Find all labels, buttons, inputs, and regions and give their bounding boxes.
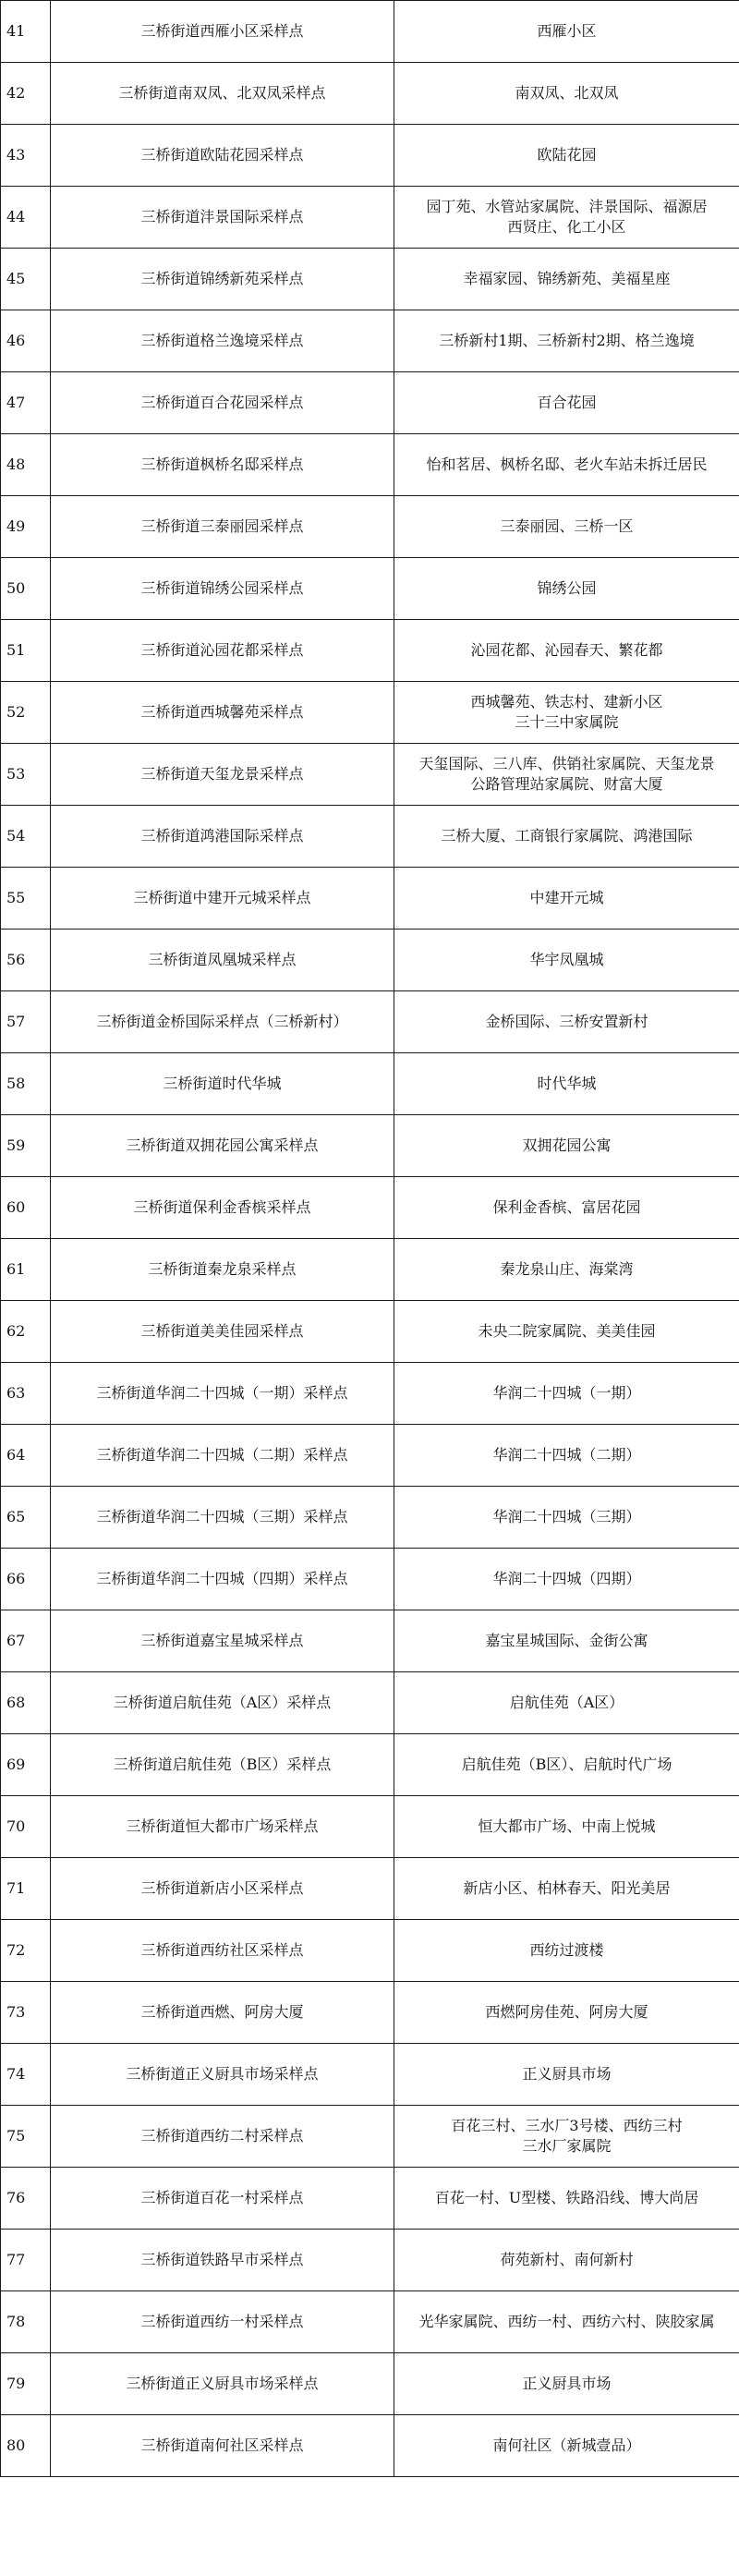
table-row — [1, 682, 739, 744]
covered-area — [394, 2168, 739, 2230]
table-row — [1, 1920, 739, 1982]
row-number: 60 — [1, 1177, 51, 1239]
row-number: 78 — [1, 2291, 51, 2353]
sampling-site-name: 三桥街道华润二十四城（二期）采样点 — [51, 1425, 394, 1487]
covered-area — [394, 2106, 739, 2168]
covered-area-line: 保利金香槟、富居花园 — [492, 1198, 641, 1216]
table-row — [1, 1301, 739, 1363]
row-number: 65 — [1, 1487, 51, 1549]
covered-area — [394, 1858, 739, 1920]
row-number: 56 — [1, 930, 51, 991]
covered-area — [394, 2230, 739, 2291]
sampling-site-name: 三桥街道启航佳苑（A区）采样点 — [51, 1672, 394, 1734]
table-row — [1, 558, 739, 620]
covered-area-line: 新店小区、柏林春天、阳光美居 — [463, 1879, 671, 1897]
covered-area — [394, 868, 739, 930]
table-row — [1, 1858, 739, 1920]
sampling-site-name: 三桥街道枫桥名邸采样点 — [51, 434, 394, 496]
covered-area-line: 园丁苑、水管站家属院、沣景国际、福源居 — [426, 198, 708, 215]
covered-area-line: 启航佳苑（A区） — [509, 1694, 624, 1711]
covered-area — [394, 1363, 739, 1425]
table-row — [1, 187, 739, 249]
table-row — [1, 125, 739, 187]
covered-area — [394, 1672, 739, 1734]
table-row — [1, 620, 739, 682]
covered-area — [394, 372, 739, 434]
covered-area — [394, 1053, 739, 1115]
row-number: 41 — [1, 1, 51, 63]
sampling-site-name: 三桥街道正义厨具市场采样点 — [51, 2353, 394, 2415]
covered-area-line: 光华家属院、西纺一村、西纺六村、陕胶家属 — [418, 2313, 715, 2330]
covered-area — [394, 249, 739, 310]
row-number: 79 — [1, 2353, 51, 2415]
covered-area-line: 南何社区（新城壹品） — [492, 2436, 641, 2454]
sampling-site-name: 三桥街道三泰丽园采样点 — [51, 496, 394, 558]
table-row — [1, 2230, 739, 2291]
covered-area — [394, 1, 739, 63]
sampling-site-name: 三桥街道南何社区采样点 — [51, 2415, 394, 2477]
sampling-site-name: 三桥街道西燃、阿房大厦 — [51, 1982, 394, 2044]
covered-area-line: 幸福家园、锦绣新苑、美福星座 — [463, 270, 671, 287]
covered-area — [394, 1796, 739, 1858]
row-number: 47 — [1, 372, 51, 434]
covered-area-line: 西贤庄、化工小区 — [507, 218, 626, 236]
covered-area — [394, 1425, 739, 1487]
table-row — [1, 2168, 739, 2230]
row-number: 54 — [1, 806, 51, 868]
covered-area-line: 天玺国际、三八库、供销社家属院、天玺龙景 — [418, 755, 715, 772]
covered-area-line: 未央二院家属院、美美佳园 — [478, 1322, 656, 1340]
row-number: 71 — [1, 1858, 51, 1920]
covered-area — [394, 310, 739, 372]
covered-area — [394, 620, 739, 682]
sampling-site-name: 三桥街道欧陆花园采样点 — [51, 125, 394, 187]
sampling-site-name: 三桥街道百合花园采样点 — [51, 372, 394, 434]
row-number: 67 — [1, 1610, 51, 1672]
covered-area-line: 启航佳苑（B区）、启航时代广场 — [461, 1756, 672, 1773]
covered-area — [394, 1982, 739, 2044]
sampling-site-name: 三桥街道新店小区采样点 — [51, 1858, 394, 1920]
covered-area-line: 欧陆花园 — [537, 146, 597, 164]
row-number: 49 — [1, 496, 51, 558]
table-row — [1, 2106, 739, 2168]
table-row — [1, 930, 739, 991]
row-number: 51 — [1, 620, 51, 682]
row-number: 64 — [1, 1425, 51, 1487]
covered-area — [394, 1487, 739, 1549]
covered-area-line: 沁园花都、沁园春天、繁花都 — [470, 641, 663, 659]
table-row — [1, 991, 739, 1053]
covered-area — [394, 744, 739, 806]
sampling-site-name: 三桥街道中建开元城采样点 — [51, 868, 394, 930]
covered-area-line: 三桥大厦、工商银行家属院、鸿港国际 — [441, 827, 693, 844]
table-row — [1, 2291, 739, 2353]
covered-area-line: 三水厂家属院 — [522, 2137, 612, 2155]
sampling-site-name: 三桥街道铁路早市采样点 — [51, 2230, 394, 2291]
covered-area-line: 西城馨苑、铁志村、建新小区 — [470, 693, 663, 711]
covered-area — [394, 2044, 739, 2106]
row-number: 61 — [1, 1239, 51, 1301]
sampling-site-name: 三桥街道保利金香槟采样点 — [51, 1177, 394, 1239]
covered-area — [394, 806, 739, 868]
row-number: 73 — [1, 1982, 51, 2044]
table-row — [1, 806, 739, 868]
covered-area-line: 西纺过渡楼 — [529, 1941, 604, 1959]
covered-area-line: 双拥花园公寓 — [522, 1136, 612, 1154]
sampling-site-name: 三桥街道华润二十四城（三期）采样点 — [51, 1487, 394, 1549]
covered-area-line: 华润二十四城（二期） — [492, 1446, 641, 1464]
covered-area — [394, 1301, 739, 1363]
table-row — [1, 744, 739, 806]
covered-area — [394, 125, 739, 187]
covered-area-line: 三泰丽园、三桥一区 — [500, 517, 634, 535]
sampling-site-name: 三桥街道金桥国际采样点（三桥新村） — [51, 991, 394, 1053]
covered-area-line: 华润二十四城（三期） — [492, 1508, 641, 1525]
covered-area-line: 三桥新村1期、三桥新村2期、格兰逸境 — [439, 332, 695, 349]
sampling-site-name: 三桥街道凤凰城采样点 — [51, 930, 394, 991]
table-body — [1, 1, 739, 2477]
row-number: 70 — [1, 1796, 51, 1858]
table-row — [1, 2044, 739, 2106]
row-number: 74 — [1, 2044, 51, 2106]
table-row — [1, 1363, 739, 1425]
table-row — [1, 1, 739, 63]
covered-area — [394, 930, 739, 991]
row-number: 45 — [1, 249, 51, 310]
table-row — [1, 1177, 739, 1239]
row-number: 66 — [1, 1549, 51, 1610]
covered-area-line: 南双凤、北双凤 — [515, 84, 619, 102]
table-row — [1, 1796, 739, 1858]
table-row — [1, 1610, 739, 1672]
row-number: 53 — [1, 744, 51, 806]
covered-area — [394, 2415, 739, 2477]
sampling-site-name: 三桥街道南双凤、北双凤采样点 — [51, 63, 394, 125]
covered-area — [394, 1734, 739, 1796]
covered-area-line: 西燃阿房佳苑、阿房大厦 — [485, 2003, 648, 2021]
covered-area — [394, 1239, 739, 1301]
sampling-site-name: 三桥街道格兰逸境采样点 — [51, 310, 394, 372]
sampling-site-name: 三桥街道西纺社区采样点 — [51, 1920, 394, 1982]
covered-area — [394, 558, 739, 620]
sampling-site-name: 三桥街道嘉宝星城采样点 — [51, 1610, 394, 1672]
covered-area — [394, 1177, 739, 1239]
covered-area — [394, 187, 739, 249]
row-number: 50 — [1, 558, 51, 620]
covered-area-line: 百合花园 — [537, 394, 597, 411]
covered-area-line: 百花三村、三水厂3号楼、西纺三村 — [451, 2117, 683, 2134]
table-row — [1, 249, 739, 310]
covered-area-line: 中建开元城 — [529, 889, 604, 906]
row-number: 58 — [1, 1053, 51, 1115]
sampling-site-name: 三桥街道沣景国际采样点 — [51, 187, 394, 249]
sampling-site-name: 三桥街道百花一村采样点 — [51, 2168, 394, 2230]
sampling-site-name: 三桥街道西纺一村采样点 — [51, 2291, 394, 2353]
covered-area-line: 正义厨具市场 — [522, 2065, 612, 2083]
sampling-site-name: 三桥街道时代华城 — [51, 1053, 394, 1115]
row-number: 72 — [1, 1920, 51, 1982]
row-number: 48 — [1, 434, 51, 496]
covered-area — [394, 434, 739, 496]
row-number: 59 — [1, 1115, 51, 1177]
covered-area — [394, 1549, 739, 1610]
table-row — [1, 372, 739, 434]
covered-area-line: 华宇凤凰城 — [529, 951, 604, 968]
row-number: 76 — [1, 2168, 51, 2230]
table-row — [1, 1053, 739, 1115]
row-number: 63 — [1, 1363, 51, 1425]
table-row — [1, 310, 739, 372]
row-number: 43 — [1, 125, 51, 187]
row-number: 44 — [1, 187, 51, 249]
covered-area-line: 怡和茗居、枫桥名邸、老火车站未拆迁居民 — [426, 456, 708, 473]
table-row — [1, 1115, 739, 1177]
row-number: 75 — [1, 2106, 51, 2168]
table-row — [1, 496, 739, 558]
table-row — [1, 1549, 739, 1610]
table-row — [1, 1487, 739, 1549]
table-row — [1, 1425, 739, 1487]
covered-area — [394, 682, 739, 744]
covered-area-line: 西雁小区 — [537, 22, 597, 40]
sampling-site-name: 三桥街道天玺龙景采样点 — [51, 744, 394, 806]
row-number: 80 — [1, 2415, 51, 2477]
sampling-site-name: 三桥街道锦绣公园采样点 — [51, 558, 394, 620]
sampling-site-name: 三桥街道鸿港国际采样点 — [51, 806, 394, 868]
covered-area-line: 恒大都市广场、中南上悦城 — [478, 1817, 656, 1835]
sampling-site-name: 三桥街道正义厨具市场采样点 — [51, 2044, 394, 2106]
covered-area-line: 华润二十四城（一期） — [492, 1384, 641, 1402]
covered-area — [394, 1610, 739, 1672]
sampling-site-name: 三桥街道恒大都市广场采样点 — [51, 1796, 394, 1858]
sampling-site-name: 三桥街道美美佳园采样点 — [51, 1301, 394, 1363]
table-row — [1, 1982, 739, 2044]
covered-area-line: 华润二十四城（四期） — [492, 1570, 641, 1587]
covered-area-line: 荷苑新村、南何新村 — [500, 2251, 634, 2268]
sampling-site-name: 三桥街道西雁小区采样点 — [51, 1, 394, 63]
covered-area-line: 金桥国际、三桥安置新村 — [485, 1013, 648, 1030]
covered-area — [394, 991, 739, 1053]
covered-area — [394, 496, 739, 558]
covered-area-line: 秦龙泉山庄、海棠湾 — [500, 1260, 634, 1278]
covered-area — [394, 1920, 739, 1982]
row-number: 62 — [1, 1301, 51, 1363]
table-row — [1, 1734, 739, 1796]
sampling-site-name: 三桥街道西纺二村采样点 — [51, 2106, 394, 2168]
covered-area — [394, 63, 739, 125]
covered-area-line: 正义厨具市场 — [522, 2375, 612, 2392]
covered-area — [394, 1115, 739, 1177]
table-row — [1, 1239, 739, 1301]
covered-area-line: 嘉宝星城国际、金街公寓 — [485, 1632, 648, 1649]
table-row — [1, 868, 739, 930]
row-number: 77 — [1, 2230, 51, 2291]
covered-area-line: 时代华城 — [537, 1075, 597, 1092]
covered-area-line: 三十三中家属院 — [515, 713, 619, 731]
table-row — [1, 2353, 739, 2415]
sampling-site-name: 三桥街道沁园花都采样点 — [51, 620, 394, 682]
row-number: 57 — [1, 991, 51, 1053]
row-number: 46 — [1, 310, 51, 372]
covered-area — [394, 2353, 739, 2415]
table-row — [1, 2415, 739, 2477]
sampling-site-name: 三桥街道秦龙泉采样点 — [51, 1239, 394, 1301]
sampling-site-name: 三桥街道西城馨苑采样点 — [51, 682, 394, 744]
row-number: 55 — [1, 868, 51, 930]
sampling-site-name: 三桥街道华润二十四城（四期）采样点 — [51, 1549, 394, 1610]
sampling-site-name: 三桥街道锦绣新苑采样点 — [51, 249, 394, 310]
sampling-site-name: 三桥街道华润二十四城（一期）采样点 — [51, 1363, 394, 1425]
table-row — [1, 1672, 739, 1734]
table-row — [1, 434, 739, 496]
covered-area-line: 公路管理站家属院、财富大厦 — [470, 775, 663, 793]
table-row — [1, 63, 739, 125]
row-number: 69 — [1, 1734, 51, 1796]
covered-area-line: 百花一村、U型楼、铁路沿线、博大尚居 — [434, 2189, 699, 2206]
sampling-site-name: 三桥街道双拥花园公寓采样点 — [51, 1115, 394, 1177]
row-number: 68 — [1, 1672, 51, 1734]
covered-area-line: 锦绣公园 — [537, 579, 597, 597]
sampling-site-name: 三桥街道启航佳苑（B区）采样点 — [51, 1734, 394, 1796]
row-number: 42 — [1, 63, 51, 125]
row-number: 52 — [1, 682, 51, 744]
covered-area — [394, 2291, 739, 2353]
